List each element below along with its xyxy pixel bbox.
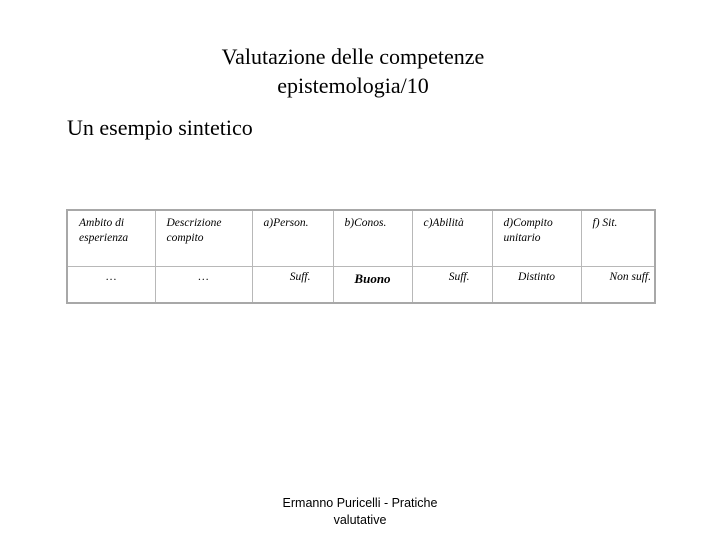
evaluation-table	[66, 209, 656, 304]
header-abilita: c)Abilità	[412, 210, 492, 267]
slide-title-line-1: Valutazione delle competenze	[221, 44, 485, 69]
table-header-row	[67, 210, 655, 267]
cell-person: Suff.	[252, 267, 333, 304]
cell-compito-unitario: Distinto	[492, 267, 581, 304]
header-conos: b)Conos.	[333, 210, 412, 267]
slide-title-line-2: epistemologia/10	[277, 73, 429, 98]
cell-descrizione: …	[155, 267, 252, 304]
cell-abilita: Suff.	[412, 267, 492, 304]
slide-title	[0, 42, 706, 100]
footer-line-2: valutative	[333, 513, 387, 527]
header-descrizione-compito: Descrizione compito	[155, 210, 252, 267]
cell-conos: Buono	[333, 267, 412, 304]
cell-ambito: …	[67, 267, 155, 304]
header-ambito-di-esperienza: Ambito di esperienza	[67, 210, 155, 267]
table-row	[67, 267, 655, 304]
footer-line-1: Ermanno Puricelli - Pratiche	[282, 496, 438, 510]
slide-footer	[0, 495, 720, 529]
header-person: a)Person.	[252, 210, 333, 267]
cell-sit: Non suff.	[609, 271, 651, 283]
header-sit: f) Sit.	[581, 210, 655, 267]
slide-subtitle: Un esempio sintetico	[67, 115, 253, 140]
header-compito-unitario: d)Compito unitario	[492, 210, 581, 267]
